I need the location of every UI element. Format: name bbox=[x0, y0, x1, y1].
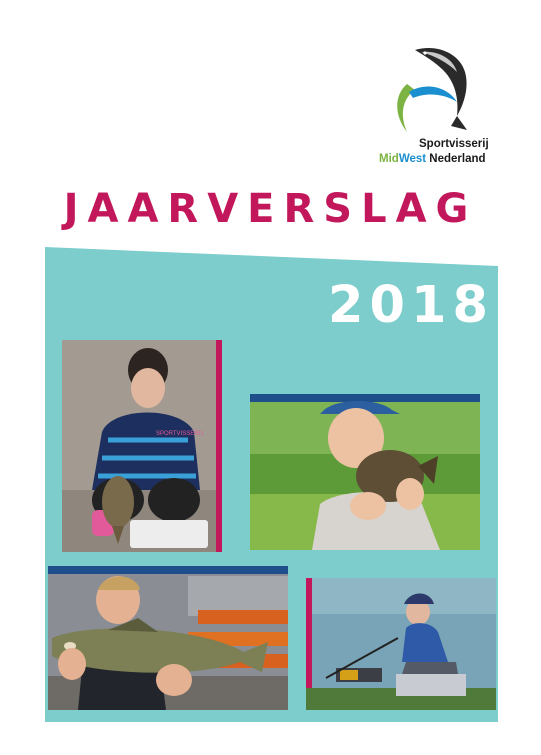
logo-text-sportvisserij: Sportvisserij bbox=[419, 138, 489, 150]
logo-text-mid: Mid bbox=[379, 153, 399, 165]
photo-boy-with-carp bbox=[250, 394, 480, 550]
photo-woman-with-flatfish bbox=[62, 340, 222, 552]
logo-text-nederland: Nederland bbox=[426, 153, 486, 165]
jacket-logo-text: SPORTVISSERIJ bbox=[156, 431, 204, 437]
logo-text-west: West bbox=[398, 153, 427, 165]
photo-boy-fishing-at-water bbox=[306, 578, 496, 710]
report-title: JAARVERSLAG bbox=[63, 186, 478, 232]
photo-man-with-zander bbox=[48, 566, 288, 710]
report-year: 2018 bbox=[328, 276, 494, 335]
